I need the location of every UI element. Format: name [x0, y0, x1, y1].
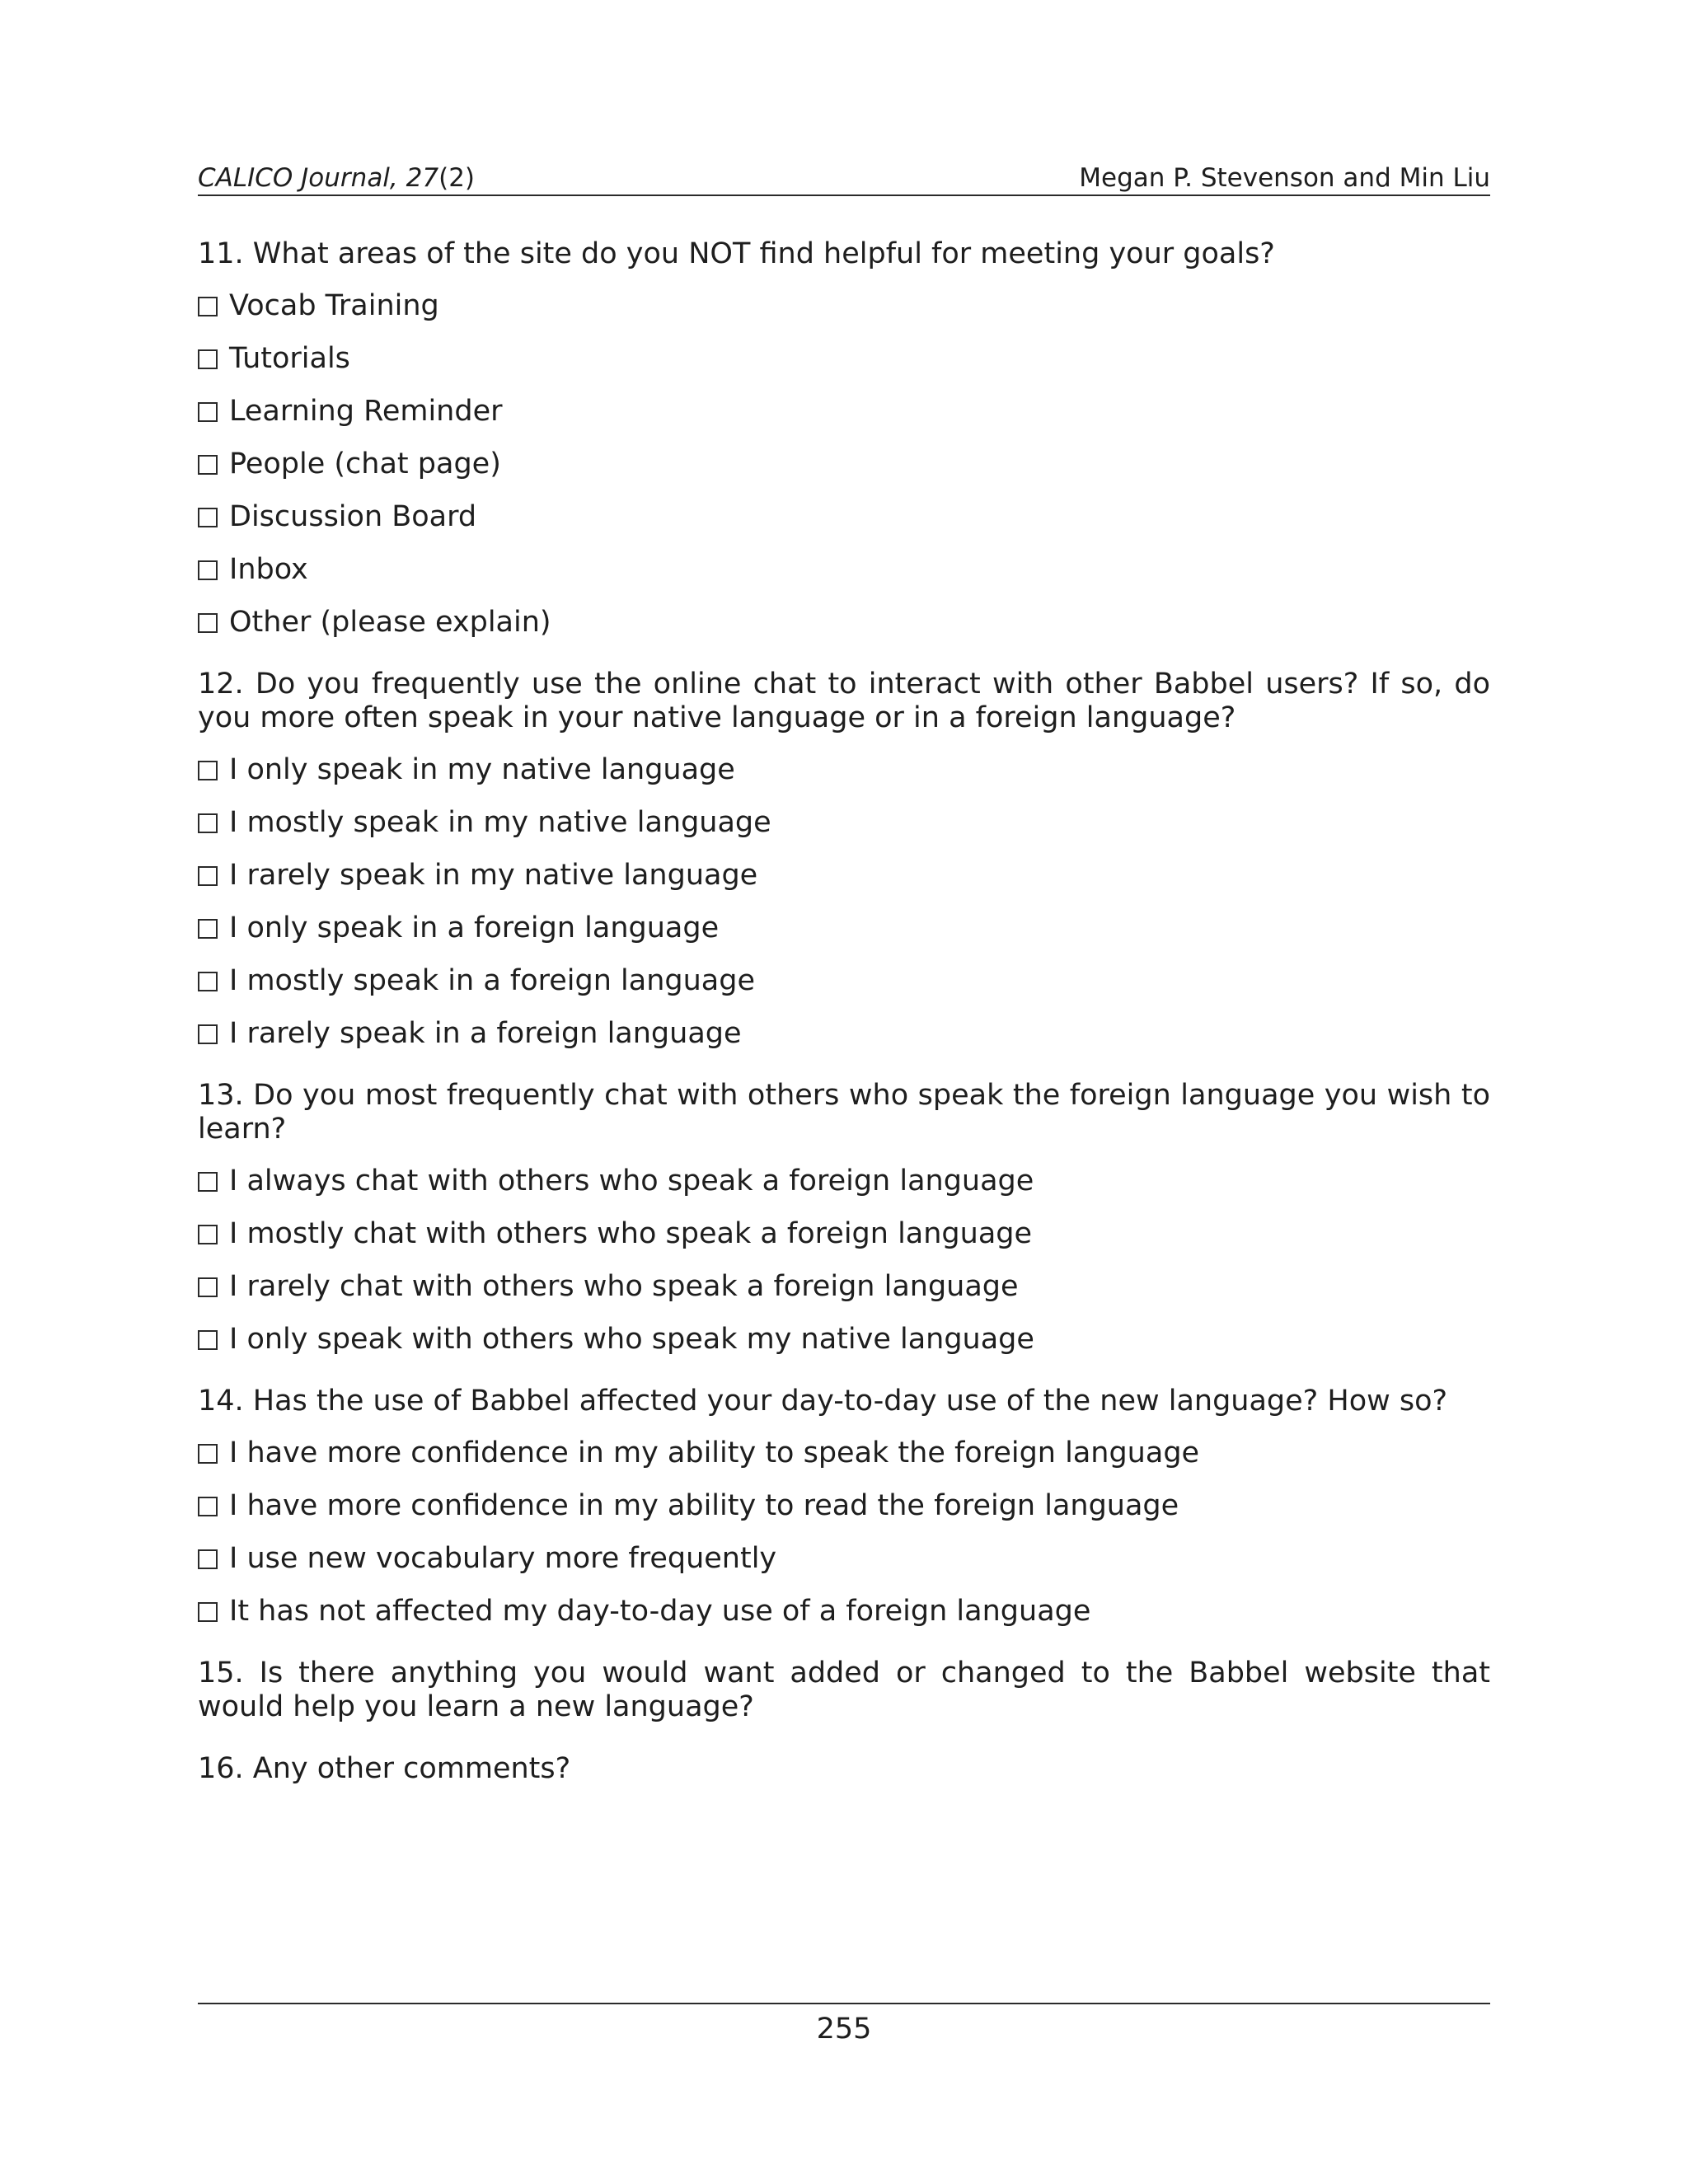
checkbox[interactable] [198, 613, 218, 633]
checkbox[interactable] [198, 560, 218, 580]
option-label: Inbox [229, 553, 308, 586]
journal-issue: (2) [438, 163, 476, 193]
option-item[interactable] [198, 1436, 1490, 1470]
option-item[interactable] [198, 1217, 1490, 1251]
option-label: I only speak in my native language [229, 753, 735, 786]
option-label: I rarely speak in a foreign language [229, 1017, 742, 1050]
question-11: 11. What areas of the site do you NOT find helpful for meeting your goals? [198, 237, 1275, 270]
option-item[interactable] [198, 606, 1490, 640]
option-label: I mostly chat with others who speak a foreign language [229, 1217, 1033, 1250]
option-label: I use new vocabulary more frequently [229, 1542, 777, 1575]
option-label: I always chat with others who speak a foreign language [229, 1165, 1034, 1197]
option-label: I have more confidence in my ability to speak the foreign language [229, 1436, 1200, 1469]
footer-rule [198, 2003, 1490, 2004]
option-label: I only speak in a foreign language [229, 912, 720, 944]
option-item[interactable] [198, 342, 1490, 376]
checkbox[interactable] [198, 1024, 218, 1044]
option-item[interactable] [198, 289, 1490, 323]
option-item[interactable] [198, 395, 1490, 429]
question-13: 13. Do you most frequently chat with others who speak the foreign language you wish to learn? [198, 1079, 1490, 1146]
option-label: I rarely chat with others who speak a foreign language [229, 1270, 1019, 1303]
option-item[interactable] [198, 1270, 1490, 1304]
option-label: I only speak with others who speak my native language [229, 1323, 1034, 1356]
checkbox[interactable] [198, 1225, 218, 1244]
option-label: I rarely speak in my native language [229, 859, 758, 892]
checkbox[interactable] [198, 402, 218, 422]
checkbox[interactable] [198, 349, 218, 369]
header-authors: Megan P. Stevenson and Min Liu [1079, 163, 1490, 193]
checkbox[interactable] [198, 972, 218, 991]
question-15: 15. Is there anything you would want added or changed to the Babbel website that would help you learn a new language? [198, 1657, 1490, 1723]
checkbox[interactable] [198, 297, 218, 316]
journal-name: CALICO Journal, [198, 163, 406, 193]
checkbox[interactable] [198, 866, 218, 886]
option-item[interactable] [198, 1595, 1490, 1629]
checkbox[interactable] [198, 1549, 218, 1569]
option-label: I mostly speak in my native language [229, 806, 771, 839]
option-item[interactable] [198, 964, 1490, 998]
checkbox[interactable] [198, 455, 218, 475]
page-number: 255 [816, 2013, 872, 2046]
option-item[interactable] [198, 1323, 1490, 1357]
option-label: I have more confidence in my ability to read the foreign language [229, 1489, 1179, 1522]
question-16: 16. Any other comments? [198, 1752, 571, 1785]
checkbox[interactable] [198, 761, 218, 780]
option-label: Tutorials [229, 342, 350, 375]
question-14: 14. Has the use of Babbel affected your day-to-day use of the new language? How so? [198, 1385, 1448, 1418]
checkbox[interactable] [198, 1497, 218, 1516]
option-label: I mostly speak in a foreign language [229, 964, 755, 997]
option-label: Vocab Training [229, 289, 439, 322]
option-item[interactable] [198, 1489, 1490, 1523]
option-item[interactable] [198, 912, 1490, 945]
option-item[interactable] [198, 1017, 1490, 1051]
journal-volume: 27 [406, 163, 439, 193]
option-item[interactable] [198, 448, 1490, 481]
checkbox[interactable] [198, 1172, 218, 1192]
option-item[interactable] [198, 553, 1490, 587]
option-item[interactable] [198, 1542, 1490, 1576]
checkbox[interactable] [198, 919, 218, 939]
option-item[interactable] [198, 859, 1490, 893]
option-item[interactable] [198, 500, 1490, 534]
checkbox[interactable] [198, 1444, 218, 1464]
survey-questions [198, 237, 1490, 1804]
option-item[interactable] [198, 1165, 1490, 1198]
option-label: Other (please explain) [229, 606, 551, 639]
checkbox[interactable] [198, 1602, 218, 1622]
option-label: Learning Reminder [229, 395, 503, 428]
journal-citation [198, 162, 475, 194]
option-label: Discussion Board [229, 500, 477, 533]
option-item[interactable] [198, 753, 1490, 787]
checkbox[interactable] [198, 813, 218, 833]
question-12: 12. Do you frequently use the online chat to interact with other Babbel users? If so, do you more often speak in your native language or in a foreign language? [198, 668, 1490, 734]
running-header [198, 162, 1490, 196]
checkbox[interactable] [198, 1330, 218, 1350]
checkbox[interactable] [198, 1277, 218, 1297]
option-label: It has not affected my day-to-day use of a foreign language [229, 1595, 1091, 1628]
checkbox[interactable] [198, 508, 218, 527]
option-item[interactable] [198, 806, 1490, 840]
option-label: People (chat page) [229, 448, 501, 480]
